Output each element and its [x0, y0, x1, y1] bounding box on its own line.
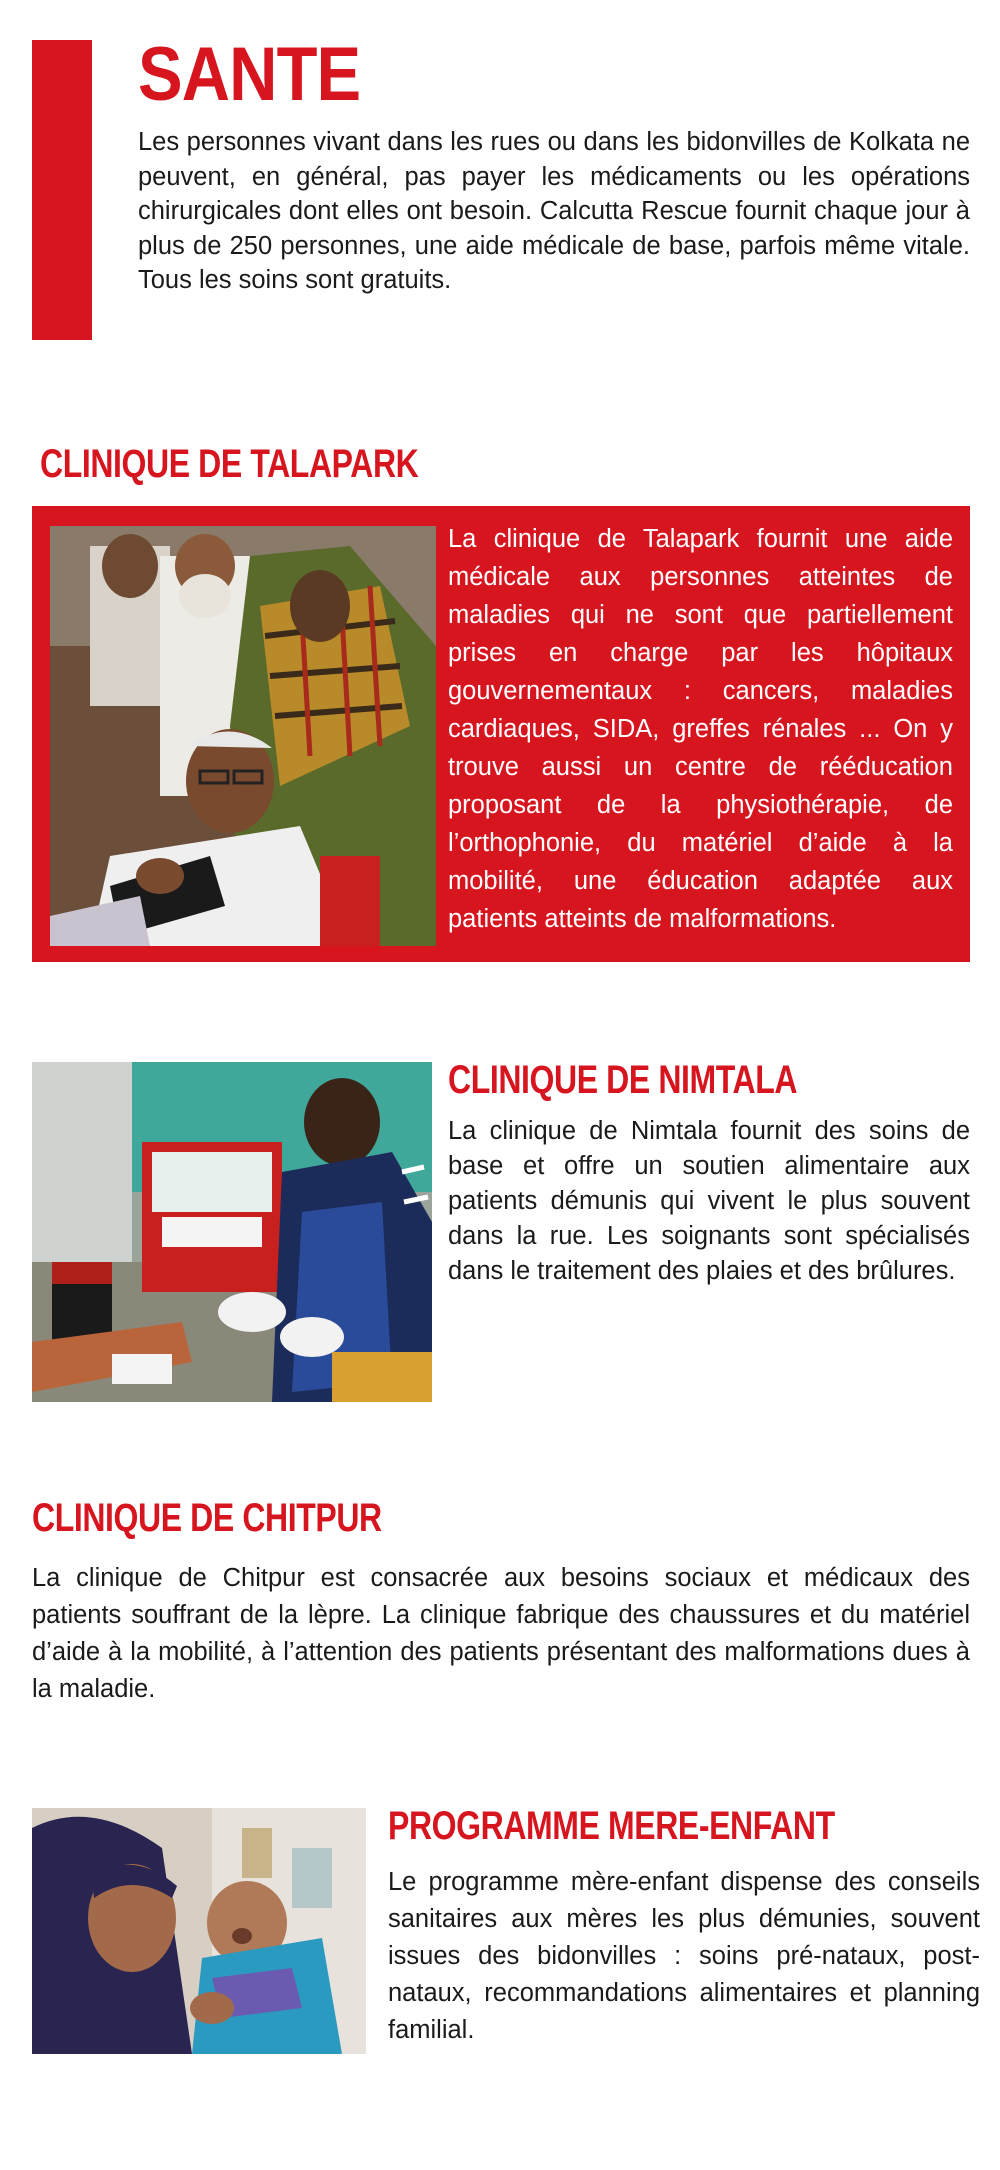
page-title: SANTE	[138, 32, 361, 117]
chitpur-text: La clinique de Chitpur est consacrée aux besoins sociaux et médicaux des patients souffrant de la lèpre. La clinique fabrique des chaussures et du matériel d’aide à la mobilité, à l’attention des patients présentant des malformations dues à la maladie.	[32, 1564, 970, 1703]
intro-paragraph: Les personnes vivant dans les rues ou dans les bidonvilles de Kolkata ne peuvent, en général, pas payer les médicaments ou les opérations chirurgicales dont elles ont besoin. Calcutta Rescue fournit chaque jour à plus de 250 personnes, une aide médicale de base, parfois même vitale. Tous les soins sont gratuits.	[138, 128, 970, 294]
talapark-photo	[50, 526, 436, 946]
nimtala-photo	[32, 1062, 432, 1402]
section-title-nimtala: CLINIQUE DE NIMTALA	[448, 1058, 798, 1102]
mere-enfant-text: Le programme mère-enfant dispense des conseils sanitaires aux mères les plus démunies, souvent issues des bidonvilles : soins pré-nataux, post-nataux, recommandations alimentaires et planning familial.	[388, 1868, 980, 2044]
mere-enfant-photo	[32, 1808, 366, 2054]
section-title-chitpur: CLINIQUE DE CHITPUR	[32, 1496, 382, 1540]
section-title-mere-enfant: PROGRAMME MERE-ENFANT	[388, 1804, 835, 1848]
talapark-text: La clinique de Talapark fournit une aide médicale aux personnes atteintes de maladies qui ne sont que partiellement prises en charge par les hôpitaux gouvernementaux : cancers, maladies cardiaques, SIDA, greffes rénales ... On y trouve aussi un centre de rééducation proposant de la physiothérapie, de l’orthophonie, du matériel d’aide à la mobilité, une éducation adaptée aux patients atteints de malformations.	[448, 525, 953, 933]
header-accent-bar	[32, 40, 92, 340]
nimtala-text: La clinique de Nimtala fournit des soins de base et offre un soutien alimentaire aux patients démunis qui vivent le plus souvent dans la rue. Les soignants sont spécialisés dans le traitement des plaies et des brûlures.	[448, 1117, 970, 1285]
section-title-talapark: CLINIQUE DE TALAPARK	[40, 442, 419, 486]
